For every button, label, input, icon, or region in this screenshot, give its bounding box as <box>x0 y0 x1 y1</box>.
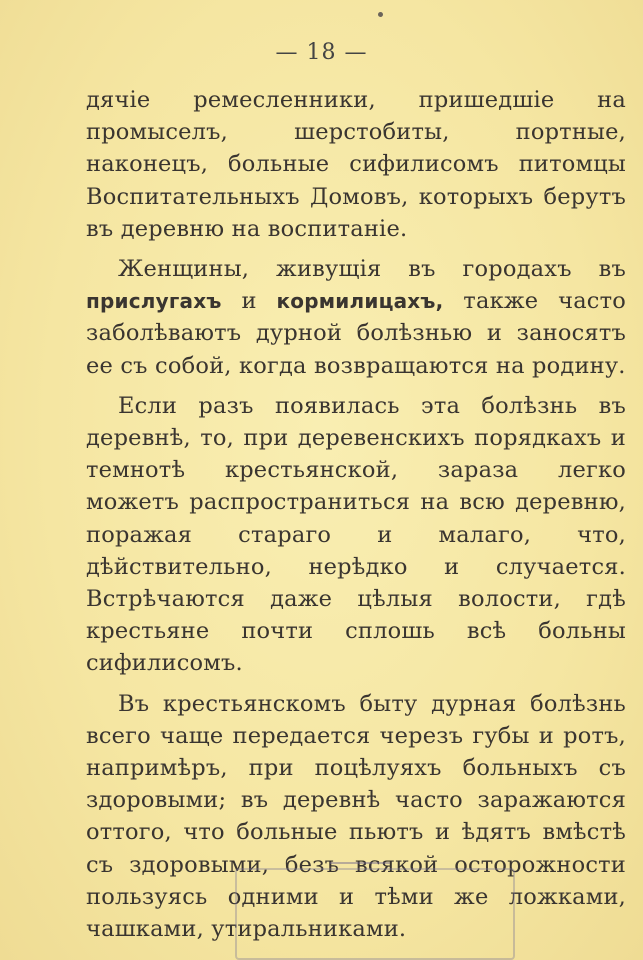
paragraph-2-text-start: Женщины, живущія въ городахъ въ <box>118 256 626 283</box>
paragraph-2-conjunction: и <box>221 288 277 315</box>
bold-term-wet-nurses: кормилицахъ, <box>276 289 444 314</box>
paragraph-2 <box>86 253 626 382</box>
library-stamp <box>235 868 515 960</box>
ink-dot <box>378 12 383 17</box>
paragraph-4: Въ крестьянскомъ быту дурная болѣзнь всего чаще передается черезъ губы и ротъ, напримѣръ, при поцѣлуяхъ больныхъ съ здоровыми; въ деревнѣ часто заражаются оттого, что больные пьютъ и ѣдятъ вмѣстѣ съ здоровыми, безъ всякой осторожности пользуясь одними и тѣми же ложками, чашками, утиральниками. <box>86 690 626 943</box>
body-text <box>86 84 626 953</box>
paragraph-2-text-end: также часто заболѣваютъ дурной болѣзнью и заносятъ ее съ собой, когда возвращаются на родину. <box>86 288 627 379</box>
paragraph-3: Если разъ появилась эта болѣзнь въ деревнѣ, то, при деревенскихъ порядкахъ и темнотѣ крестьянской, зараза легко можетъ распространиться на всю деревню, поражая стараго и малаго, что, дѣйствительно, нерѣдко и случается. Встрѣчаются даже цѣлыя волости, гдѣ крестьяне почти сплошь всѣ больны сифилисомъ. <box>86 392 626 677</box>
bold-term-servants: прислугахъ <box>86 289 222 314</box>
stamp-mark <box>330 862 390 864</box>
page-number: — 18 — <box>275 40 368 65</box>
paragraph-1: дячіе ремесленники, пришедшіе на промыселъ, шерстобиты, портные, наконецъ, больные сифилисомъ питомцы Воспитательныхъ Домовъ, которыхъ берутъ въ деревню на воспитаніе. <box>86 87 626 242</box>
